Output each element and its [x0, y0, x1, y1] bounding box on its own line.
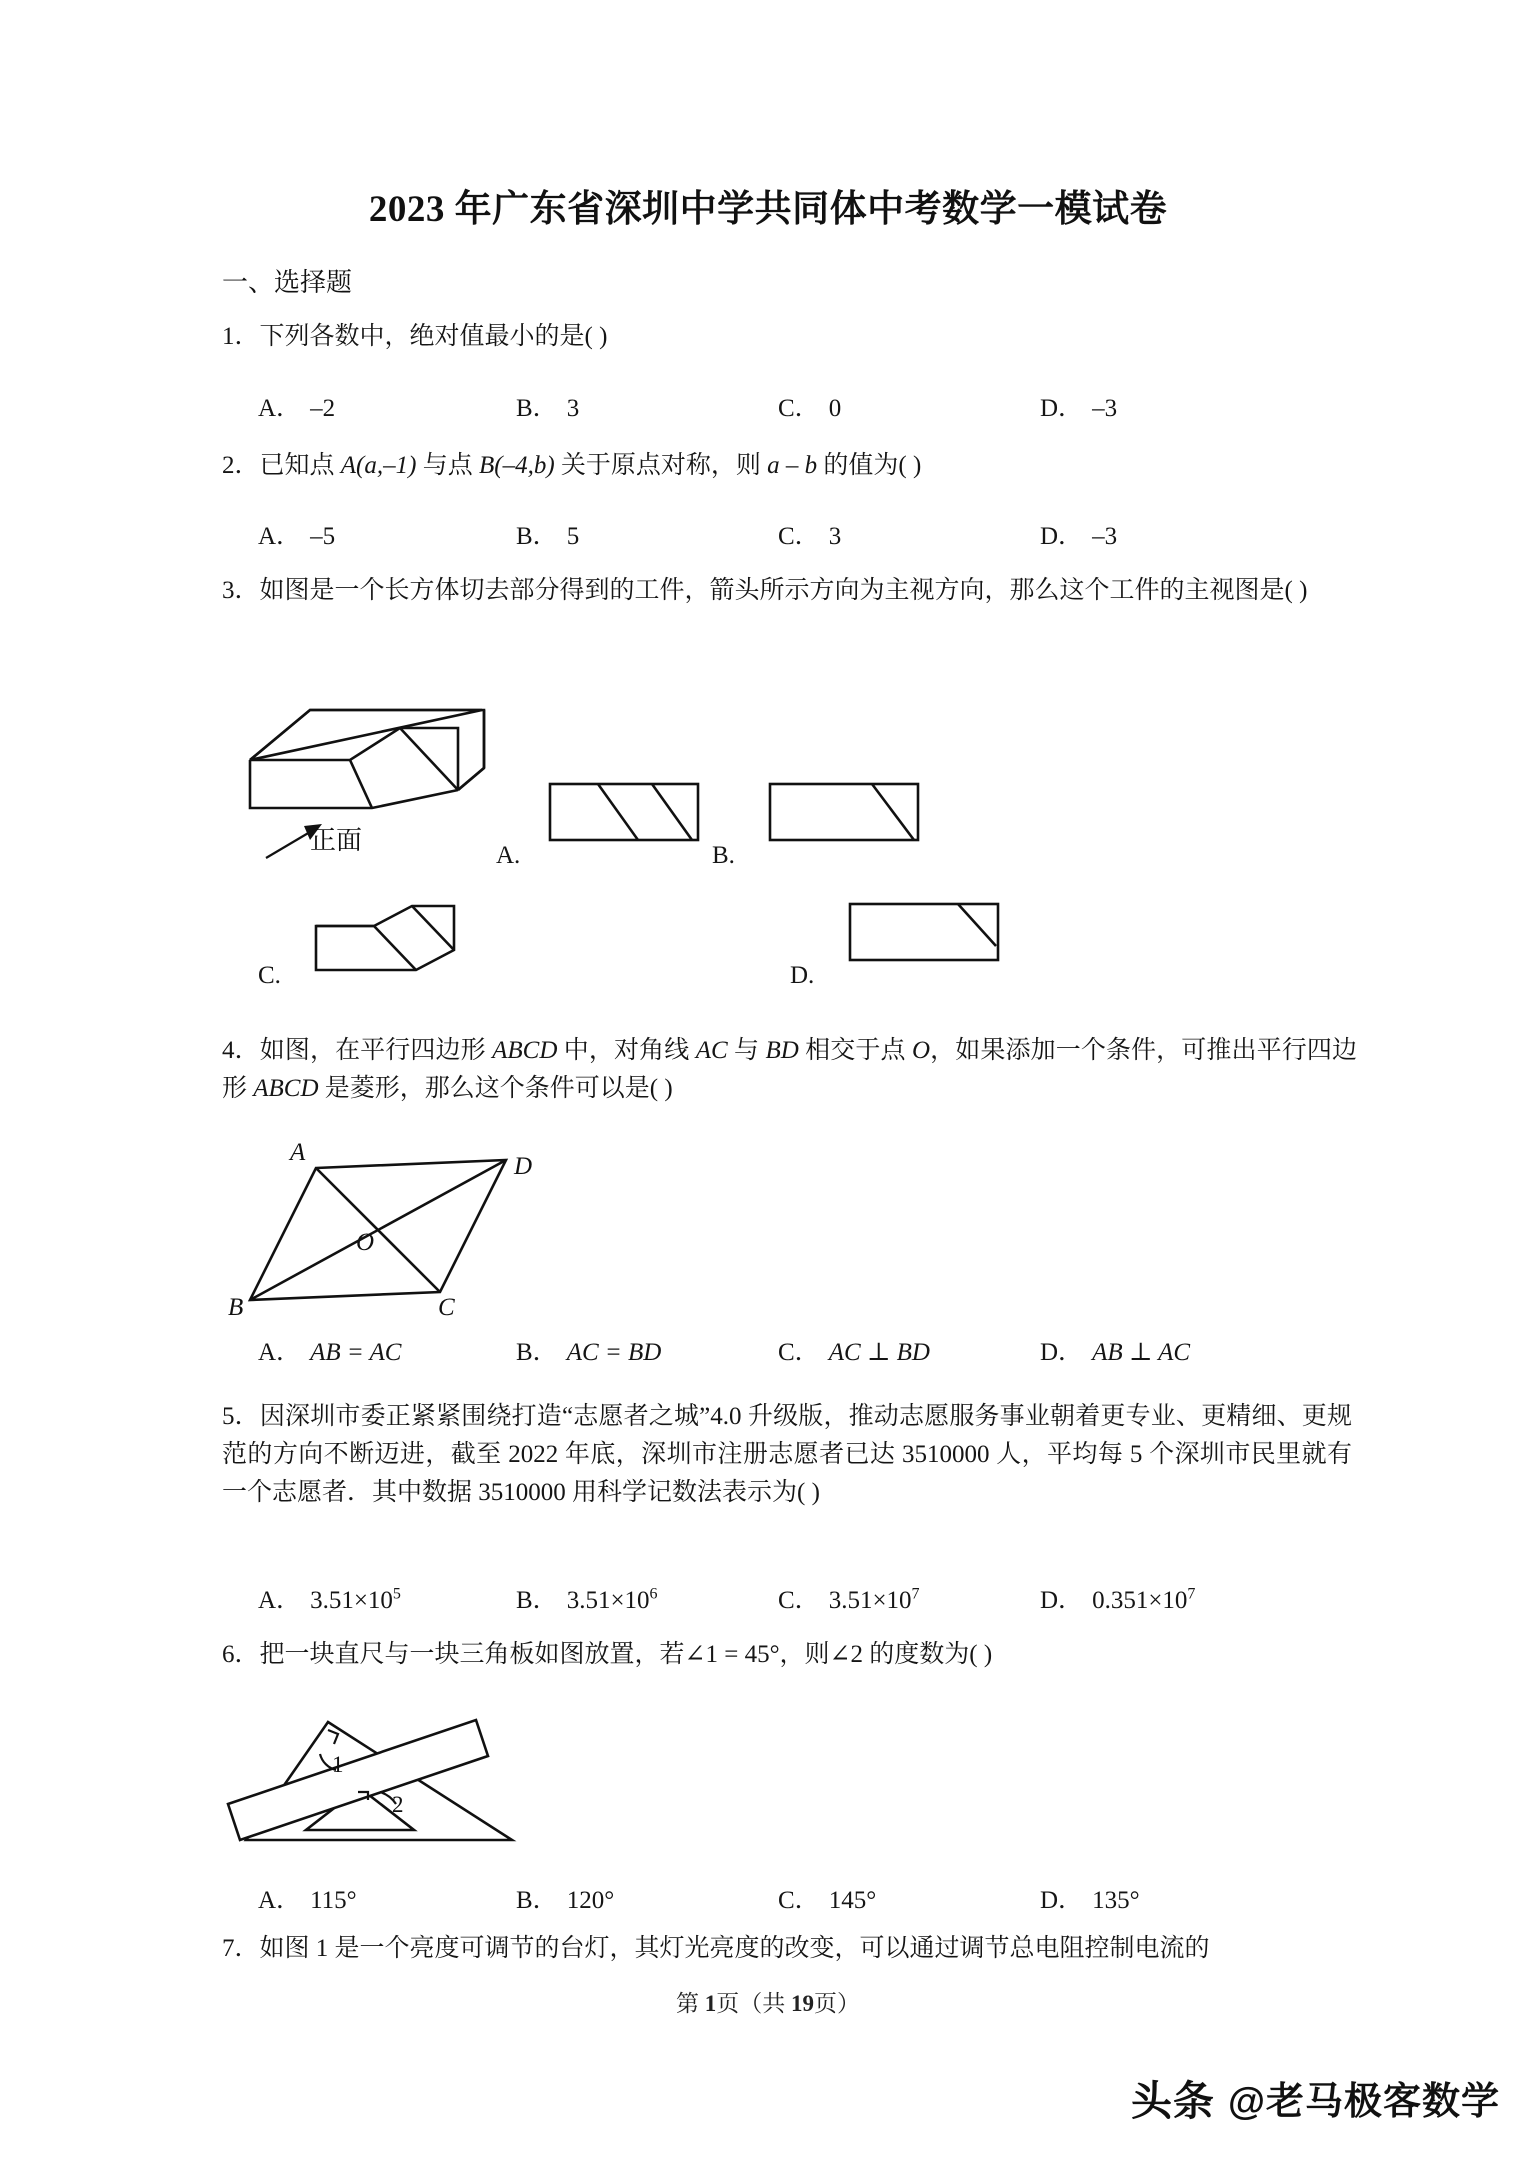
question-6-ruler-triangle-figure [228, 1700, 548, 1850]
toutiao-logo-icon: 头条 [1130, 2078, 1215, 2124]
option-3a-figure[interactable] [548, 782, 700, 844]
svg-text:2: 2 [392, 1792, 404, 1817]
option-2c[interactable]: C． 3 [778, 523, 842, 550]
question-6-text: 把一块直尺与一块三角板如图放置，若∠1 = 45°，则∠2 的度数为( ) [259, 1641, 993, 1668]
question-6-options [258, 1880, 1378, 1916]
option-6d[interactable]: D． 135° [1040, 1887, 1140, 1914]
question-4-parallelogram-figure [228, 1139, 558, 1321]
question-3-number: 3． [222, 577, 260, 604]
option-3d-figure[interactable] [848, 902, 1000, 964]
option-5c[interactable]: C． $3.51\times 10^7$ [778, 1585, 920, 1614]
section-heading: 一、选择题 [222, 268, 353, 297]
option-1c[interactable]: C． 0 [778, 395, 842, 422]
question-1 [222, 318, 1332, 356]
question-3-solid-figure [232, 690, 512, 830]
option-1a[interactable]: A． –2 [258, 395, 336, 422]
math-point-b: B(–4,b) [478, 452, 555, 479]
question-3-text: 如图是一个长方体切去部分得到的工件，箭头所示方向为主视方向，那么这个工件的主视图是( ) [259, 577, 1308, 604]
option-5d[interactable]: D． $0.351\times 10^7$ [1040, 1585, 1196, 1614]
svg-text:O: O [356, 1229, 375, 1256]
svg-text:A: A [290, 1139, 306, 1166]
question-2: 2．已知点 A(a,–1) 与点 B(–4,b) 关于原点对称，则 a – b 的值为( ) [222, 452, 922, 479]
option-6b[interactable]: B． 120° [516, 1887, 615, 1914]
option-4d[interactable]: D． AB ⊥ AC [1040, 1339, 1191, 1366]
option-6a[interactable]: A． 115° [258, 1887, 357, 1914]
question-2-number: 2． [222, 452, 260, 479]
question-5-options [258, 1580, 1378, 1616]
math-point-a: A(a,–1) [340, 452, 417, 479]
question-2-options [258, 516, 1378, 552]
svg-text:1: 1 [332, 1752, 344, 1777]
option-1b[interactable]: B． 3 [516, 395, 580, 422]
option-2a[interactable]: A． –5 [258, 523, 336, 550]
option-4c[interactable]: C． AC ⊥ BD [778, 1339, 930, 1366]
option-3c-label: C. [258, 962, 281, 989]
question-3 [222, 572, 1362, 610]
option-3d-label: D. [790, 962, 815, 989]
question-7-number: 7． [222, 1935, 260, 1962]
footer-total-pages: 19 [791, 1991, 814, 2016]
option-3b-label: B. [712, 842, 735, 869]
question-4-number: 4． [222, 1037, 260, 1064]
option-4a[interactable]: A． AB = AC [258, 1339, 402, 1366]
question-1-number: 1． [222, 323, 260, 350]
svg-text:D: D [514, 1153, 533, 1180]
option-6c[interactable]: C． 145° [778, 1887, 877, 1914]
question-6 [222, 1636, 1352, 1674]
option-3b-figure[interactable] [768, 782, 920, 844]
question-5 [222, 1398, 1352, 1512]
page-footer: 第 1页（共 19页） [676, 1991, 860, 2016]
footer-page-number: 1 [704, 1991, 717, 2016]
question-7-text: 如图 1 是一个亮度可调节的台灯，其灯光亮度的改变，可以通过调节总电阻控制电流的 [259, 1935, 1210, 1962]
watermark-author: @老马极客数学 [1227, 2081, 1500, 2123]
option-5b[interactable]: B． $3.51\times 10^6$ [516, 1585, 658, 1614]
option-5a[interactable]: A． $3.51\times 10^5$ [258, 1585, 401, 1614]
option-3c-figure[interactable] [312, 888, 512, 976]
option-3a-label: A. [496, 842, 521, 869]
svg-text:B: B [228, 1294, 244, 1321]
watermark [1131, 2068, 1500, 2127]
option-2b[interactable]: B． 5 [516, 523, 580, 550]
question-6-number: 6． [222, 1641, 260, 1668]
question-1-text: 下列各数中，绝对值最小的是( ) [259, 323, 608, 350]
question-7 [222, 1930, 1357, 1968]
svg-text:C: C [438, 1294, 455, 1321]
question-1-options [258, 388, 1378, 424]
question-4: 4．如图，在平行四边形 ABCD 中，对角线 AC 与 BD 相交于点 O，如果添加一个条件，可推出平行四边形 ABCD 是菱形，那么这个条件可以是( ) [222, 1037, 1357, 1102]
question-5-text: 因深圳市委正紧紧围绕打造“志愿者之城”4.0 升级版，推动志愿服务事业朝着更专业、更精细、更规范的方向不断迈进，截至 2022 年底，深圳市注册志愿者已达 3510000 人，平均每 5 个深圳市民里就有一个志愿者．其中数据 3510000 用科学记数法表示为( ) [222, 1403, 1352, 1506]
question-3-front-label: 正面 [310, 826, 363, 855]
math-expr-ab: a – b [767, 452, 818, 479]
question-5-number: 5． [222, 1403, 260, 1430]
question-4-options [258, 1332, 1378, 1368]
page-title: 2023 年广东省深圳中学共同体中考数学一模试卷 [368, 189, 1168, 230]
option-1d[interactable]: D． –3 [1040, 395, 1118, 422]
option-2d[interactable]: D． –3 [1040, 523, 1118, 550]
option-4b[interactable]: B． AC = BD [516, 1339, 662, 1366]
